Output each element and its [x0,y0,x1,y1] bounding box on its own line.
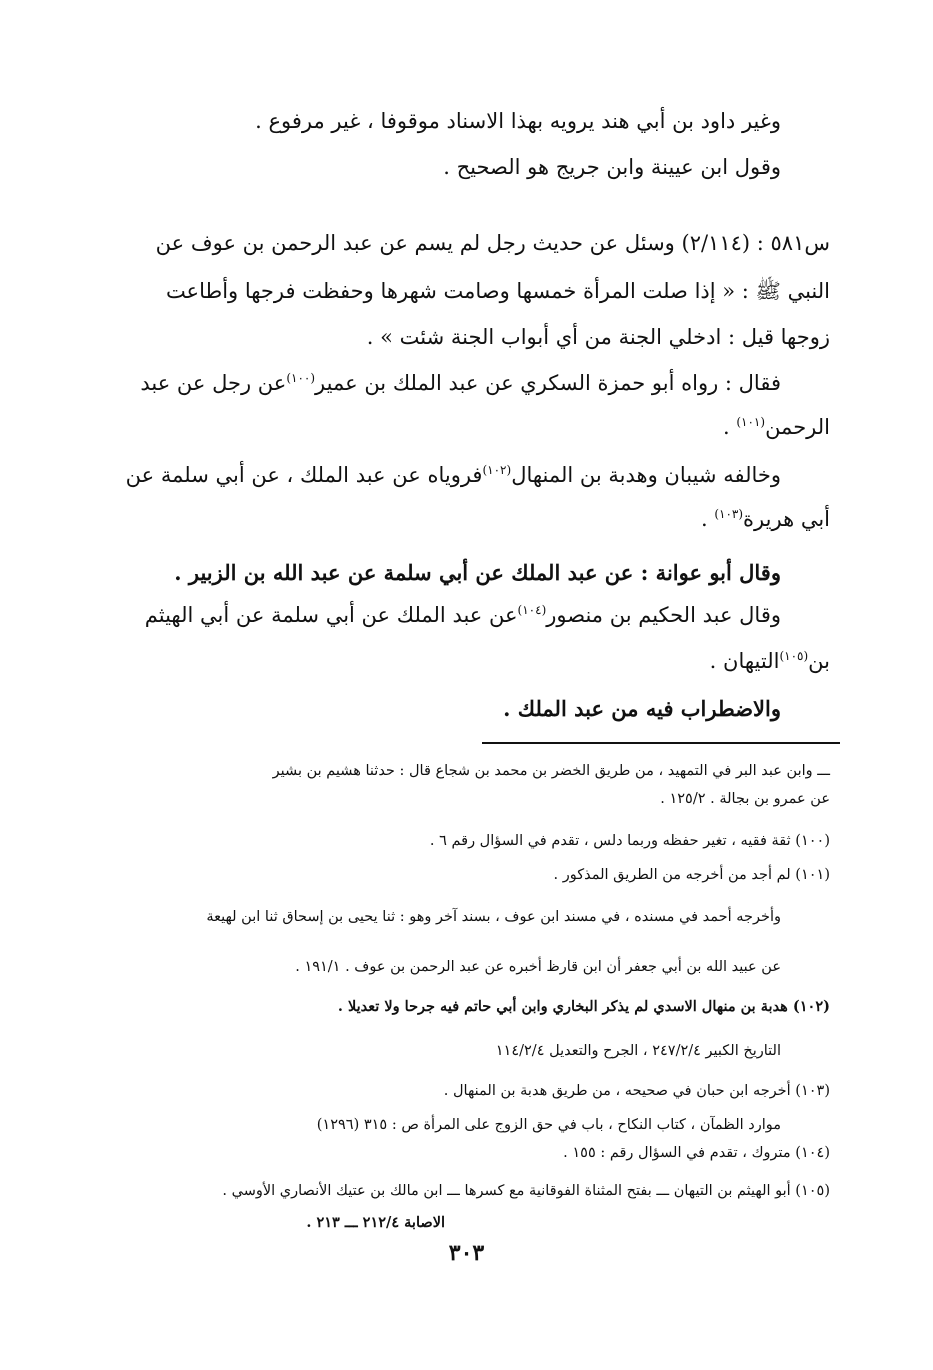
footnote-line-5: وأخرجه أحمد في مسنده ، في مسند ابن عوف ، بسند آخر وهو : ثنا يحيى بن إسحاق ثنا ابن لهيعة [206,909,781,925]
text-segment: . [700,507,708,531]
text-segment: أبي هريرة [743,507,830,531]
text-line-4: النبي ﷺ : « إذا صلت المرأة خمسها وصامت شهرها وحفظت فرجها وأطاعت [165,279,830,303]
footnote-separator [482,742,840,744]
footnote-line-10: موارد الظمآن ، كتاب النكاح ، باب في حق الزوج على المرأة ص : ٣١٥ (١٢٩٦) [316,1117,781,1133]
footnote-line-2: عن عمرو بن بجالة . ١٢٥/٢ . [660,791,830,807]
footnote-ref: (١٠٠) [286,371,316,385]
footnote-104: (١٠٤) متروك ، تقدم في السؤال رقم : ١٥٥ . [563,1145,830,1161]
text-line-1: وغير داود بن أبي هند يرويه بهذا الاسناد موقوفا ، غير مرفوع . [255,109,781,133]
text-segment: فروياه عن عبد الملك ، عن أبي سلمة عن [125,463,483,487]
text-segment: الرحمن [765,415,830,439]
footnote-102: (١٠٢) هدبة بن منهال الاسدي لم يذكر البخاري وابن أبي حاتم فيه جرحا ولا تعديلا . [337,998,830,1015]
text-segment: وقال عبد الحكيم بن منصور [546,603,781,627]
text-segment: بن [808,649,830,673]
text-line-5: زوجها قيل : ادخلي الجنة من أي أبواب الجنة شئت » . [366,325,830,349]
text-segment: . [722,415,730,439]
footnote-ref: (١٠٥) [779,649,809,663]
footnote-101: (١٠١) لم أجد من أخرجه من الطريق المذكور . [553,867,830,883]
footnote-line-8: التاريخ الكبير ٢٤٧/٢/٤ ، الجرح والتعديل ١١٤/٢/٤ [495,1043,781,1059]
footnote-ref: (١٠٣) [714,507,744,521]
text-segment: عن رجل عن عبد [140,371,287,395]
text-line-9 [701,504,830,534]
footnote-line-1: ـــ وابن عبد البر في التمهيد ، من طريق الخضر بن محمد بن شجاع قال : حدثنا هشيم بن بشير [272,763,830,779]
text-line-6 [140,368,781,398]
footnote-103: (١٠٣) أخرجه ابن حبان في صحيحه ، من طريق هدبة بن المنهال . [443,1083,830,1099]
footnote-line-6: عن عبيد الله بن أبي جعفر أن ابن قارظ أخبره عن عبد الرحمن بن عوف . ١٩١/١ . [295,959,781,975]
footnote-ref: (١٠٤) [517,603,547,617]
text-segment: وخالفه شيبان وهدبة بن المنهال [511,463,781,487]
footnote-line-13: الاصابة ٢١٢/٤ ـــ ٢١٣ . [306,1214,445,1231]
text-segment: عن عبد الملك عن أبي سلمة عن أبي الهيثم [144,603,518,627]
footnote-105: (١٠٥) أبو الهيثم بن التيهان ـــ بفتح المثناة الفوقانية مع كسرها ـــ ابن مالك بن عتيك الأنصاري الأوسي . [222,1183,830,1199]
text-segment: فقال : رواه أبو حمزة السكري عن عبد الملك بن عمير [315,371,781,395]
footnote-100: (١٠٠) ثقة فقيه ، تغير حفظه وربما دلس ، تقدم في السؤال رقم ٦ . [429,833,830,849]
text-line-10: وقال أبو عوانة : عن عبد الملك عن أبي سلمة عن عبد الله بن الزبير . [174,560,781,585]
text-line-12 [710,646,830,676]
text-line-11 [145,600,781,630]
text-segment: التيهان . [709,649,780,673]
text-line-13: والاضطراب فيه من عبد الملك . [503,696,781,721]
text-line-2: وقول ابن عيينة وابن جريج هو الصحيح . [443,155,781,179]
footnote-ref: (١٠٢) [482,463,512,477]
page-number: ٣٠٣ [448,1240,485,1266]
text-line-8 [126,460,781,490]
text-line-7 [723,412,830,442]
question-heading-line: س٥٨١ : (٢/١١٤) وسئل عن حديث رجل لم يسم عن عبد الرحمن بن عوف عن [155,231,830,255]
footnote-ref: (١٠١) [736,415,766,429]
